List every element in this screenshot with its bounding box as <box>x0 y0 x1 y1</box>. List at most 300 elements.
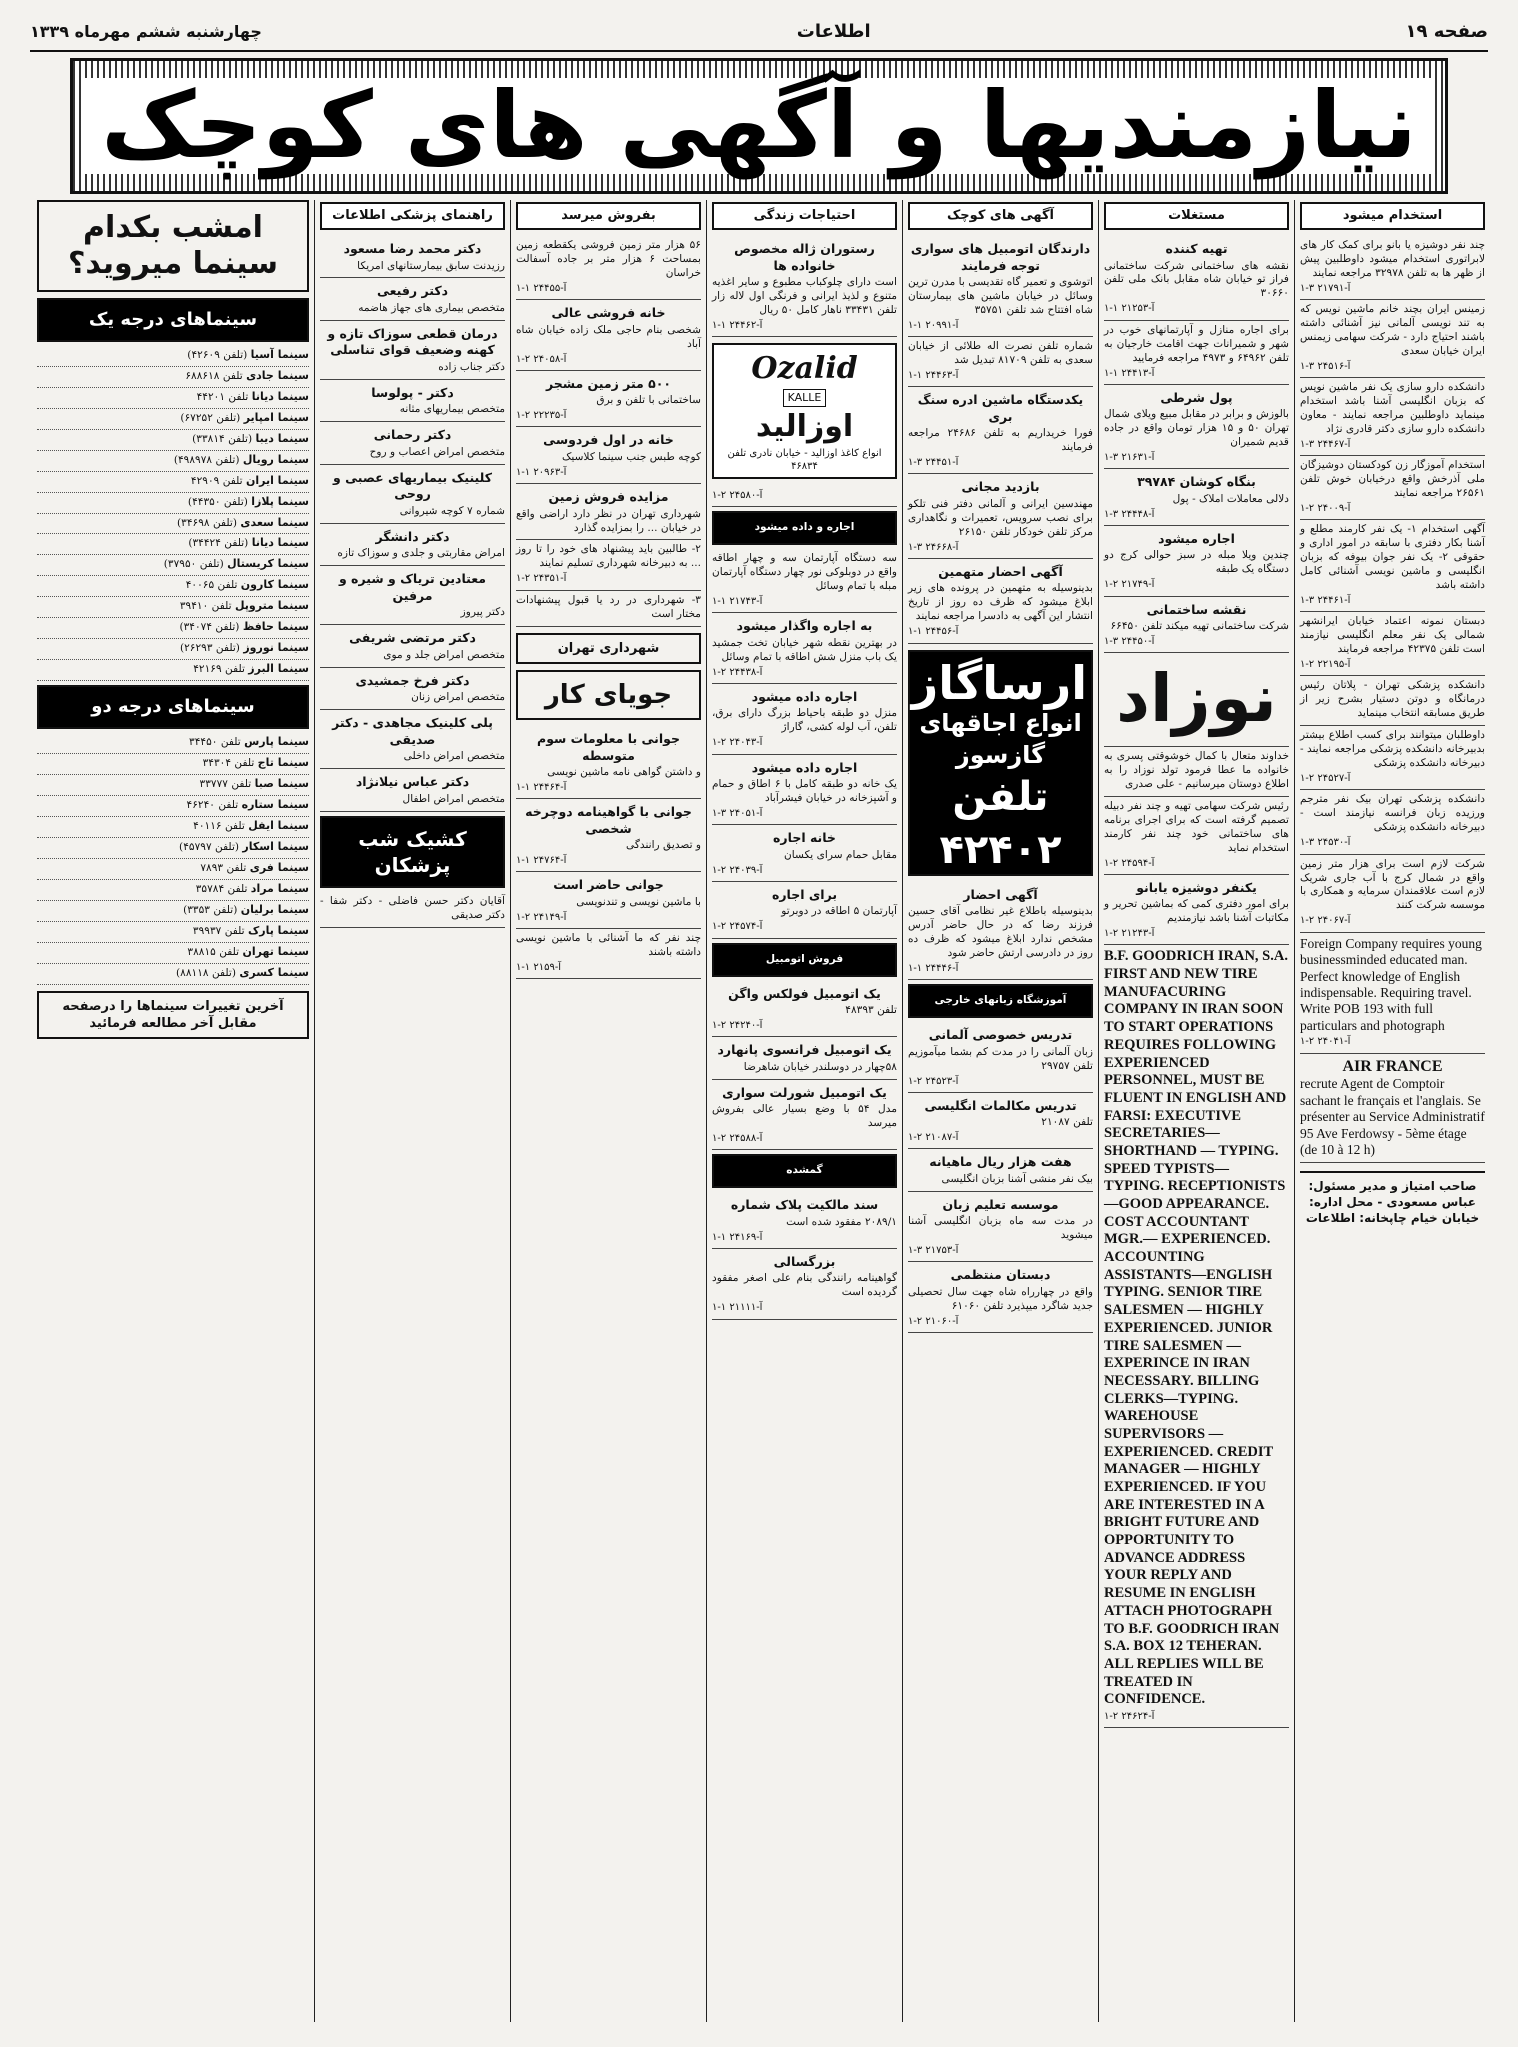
ad-code: آ-۲۴۰۶۷ ۲-۱ <box>1300 915 1351 927</box>
goodrich-title: B.F. GOODRICH IRAN, S.A. <box>1104 948 1288 965</box>
classified-ad <box>320 892 505 928</box>
ad-heading: دارندگان اتومبیل های سواری توجه فرمایند <box>910 241 1091 273</box>
ad-code: آ-۲۴۶۲۴ ۲-۱ <box>1104 1710 1155 1722</box>
classified-ad <box>1300 790 1485 854</box>
ad-text: واقع در چهارراه شاه جهت سال تحصیلی جدید شاگرد میپذیرد تلفن ۶۱۰۶۰ <box>908 1285 1093 1312</box>
column-employment <box>1294 200 1490 2022</box>
cinema-name: سینما دیانا <box>251 536 309 550</box>
cinema-entry <box>37 796 309 817</box>
publisher-signature: صاحب امتیاز و مدیر مسئول: عباس مسعودی - محل اداره: خیابان خیام چاپخانه: اطلاعات <box>1300 1171 1485 1226</box>
ad-text: خداوند متعال با کمال خوشوقتی پسری به خانواده ما عطا فرمود تولد نوزاد را به اطلاع دوستان میرسانیم - علی صدری <box>1104 749 1289 790</box>
cinema-phone: (تلفن ۳۳۵۳) <box>183 903 238 916</box>
ad-code: آ-۲۴۴۵۶ ۱-۱ <box>908 626 959 638</box>
ozalid-logo: Ozalid <box>751 351 858 387</box>
ad-code: آ-۲۴۰۴۳ ۲-۱ <box>712 737 763 749</box>
ad-heading: رستوران ژاله مخصوص خانواده ها <box>734 241 875 273</box>
column-head: مستغلات <box>1104 202 1289 230</box>
cinema-name: سینما سعدی <box>240 515 309 529</box>
banner-title: نیازمندیها و آگهی های کوچک <box>83 78 1435 175</box>
classified-ad <box>516 371 701 428</box>
ad-code: آ-۲۴۴۵۵ ۱-۱ <box>516 282 567 294</box>
cinema-name: سینما دیانا <box>251 389 309 403</box>
classified-ad <box>908 474 1093 559</box>
cinema-entry <box>37 346 309 367</box>
classified-ad <box>320 524 505 566</box>
ad-heading: بزرگسالی <box>773 1253 836 1269</box>
classified-ad <box>712 549 897 613</box>
classified-ad <box>908 1093 1093 1150</box>
cinema-entry <box>37 880 309 901</box>
ad-text: برای امور دفتری کمی که بماشین تحریر و مکاتبات آشنا باشد نیازمندیم <box>1104 898 1289 925</box>
ad-text: آقایان دکتر حسن فاضلی - دکتر شفا - دکتر صدیقی <box>320 895 505 922</box>
classified-ad <box>1104 236 1289 321</box>
ad-text: متخصص امراض زنان <box>411 691 505 704</box>
ad-text: رزیدنت سابق بیمارستانهای امریکا <box>357 259 505 272</box>
ad-text: شهرداری تهران در نظر دارد اراضی واقع در خیابان ... را بمزایده گذارد <box>516 507 701 534</box>
cinema-name: سینما اسکار <box>242 839 309 853</box>
page-number: صفحه ۱۹ <box>1405 20 1488 42</box>
ad-heading: یک اتومبیل فرانسوی پانهارد <box>717 1042 892 1058</box>
cinema-phone: تلفن ۴۴۲۰۱ <box>196 390 249 403</box>
ad-code: آ-۲۲۲۳۵ ۲-۱ <box>516 410 567 422</box>
ad-list <box>712 236 897 337</box>
classified-ad <box>1300 726 1485 790</box>
ad-code: آ-۲۴۴۴۶ ۱-۱ <box>908 962 959 974</box>
ad-code: آ-۲۴۲۴۰ ۲-۱ <box>712 1019 763 1031</box>
page-header <box>30 18 1488 44</box>
cinema-phone: تلفن ۴۲۹۰۹ <box>190 474 243 487</box>
cinema-entry <box>37 597 309 618</box>
ad-text: دانشکده دارو سازی یک نفر ماشین نویس که بزبان انگلیسی آشنا باشد استخدام مینماید داوطلبین مراجعه نمایند - معاون دانشکده دارو سازی دکتر قادری نژاد <box>1300 381 1485 436</box>
ad-code: آ-۲۴۰۴۱ ۲-۱ <box>1300 1036 1351 1048</box>
classified-ad <box>1104 469 1289 526</box>
cinema-name: سینما صبا <box>254 776 309 790</box>
ad-goodrich <box>1104 945 1289 1728</box>
ad-text: فورا خریداریم به تلفن ۲۴۶۸۶ مراجعه فرمایند <box>908 427 1093 454</box>
cinema-entry <box>37 639 309 660</box>
ad-heading: خانه اجاره <box>773 830 836 846</box>
ad-heading: برای اجاره <box>771 886 838 902</box>
ad-text: سه دستگاه آپارتمان سه و چهار اطاقه واقع در دوبلوکی نور چهار دستگاه آپارتمان مبله با تمام وسائل <box>712 552 897 593</box>
ad-text: آگهی استخدام ۱- یک نفر کارمند مطلع و آشنا بکار دفتری با سابقه در امور اداری و حقوقی ۲- یک نفر جوان بیوفه که بزبان انگلیسی و ماشین نویسی آشنائی کامل داشته باشد <box>1300 523 1485 592</box>
ad-heading: تدریس مکالمات انگلیسی <box>924 1097 1077 1113</box>
ad-code: آ-۲۱۲۵۳ ۱-۱ <box>1104 303 1155 315</box>
newborn-title: نوزاد <box>1104 653 1289 747</box>
ad-code: آ-۲۴۵۲۷ ۲-۱ <box>1300 773 1351 785</box>
ad-code: آ-۲۱۷۴۳ ۱-۱ <box>712 596 763 608</box>
ad-text: گواهینامه رانندگی بنام علی اصغر مفقود گردیده است <box>712 1272 897 1299</box>
cinema-phone: تلفن ۶۸۸۶۱۸ <box>185 369 243 382</box>
cinema-phone: تلفن ۴۲۱۶۹ <box>193 663 245 676</box>
column-small-ads <box>902 200 1098 2022</box>
classified-ad <box>516 799 701 872</box>
cinema-name: سینما آسیا <box>250 347 309 361</box>
cinema-entry <box>37 618 309 639</box>
cinema-name: سینما تهران <box>242 944 309 958</box>
ad-code: آ-۲۱۷۴۹ ۲-۱ <box>1104 579 1155 591</box>
ad-text: زبان آلمانی را در مدت کم بشما میآموزیم تلفن ۲۹۷۵۷ <box>908 1045 1093 1072</box>
ad-text: اتوشوی و تعمیر گاه تقدیسی با مدرن ترین وسائل در خیابان ماشین های بیمارستان شاه افتتاح شد تلفن ۳۵۷۵۱ <box>908 276 1093 316</box>
ad-text: شرکت ساختمانی تهیه میکند تلفن ۶۶۴۵۰ <box>1110 620 1289 633</box>
ad-heading: جوانی حاضر است <box>553 877 664 893</box>
ad-text: متخصص بیماری های جهاز هاضمه <box>358 301 505 314</box>
cinema-name: سینما کریستال <box>227 557 309 571</box>
ad-text: شرکت لازم است برای هزار متر زمین واقع در شمال کرج با آب جاری شریک لازم است علاقمندان سرمایه و همکاری با موسسه شرکت کنند <box>1300 857 1485 912</box>
classified-ad <box>712 684 897 755</box>
ad-text: متخصص امراض داخلی <box>403 750 505 763</box>
ad-code: آ-۲۴۴۶۴ ۱-۱ <box>516 781 567 793</box>
cinema-entry <box>37 733 309 754</box>
classified-ad <box>712 1080 897 1151</box>
cinema-phone: (تلفن ۴۵۷۹۷) <box>179 840 240 853</box>
cinema-phone: تلفن ۷۸۹۳ <box>200 861 247 874</box>
cinema-name: سینما پارس <box>244 735 309 748</box>
ad-text: تلفن ۴۸۳۹۳ <box>845 1004 897 1016</box>
ad-heading: هفت هزار ریال ماهیانه <box>929 1154 1072 1170</box>
ad-text: متخصص بیماریهای مثانه <box>399 403 505 416</box>
cinema-name: سینما کسری <box>239 965 309 979</box>
classified-ad <box>320 710 505 769</box>
ad-text: دبستان نمونه اعتماد خیابان ایرانشهر شمالی یک نفر معلم انگلیسی نیازمند است تلفن ۴۲۳۷۵ مراجعه فرمایند <box>1300 615 1485 656</box>
ad-heading: دکتر رحمانی <box>373 427 452 443</box>
cinema-phone: تلفن ۳۳۷۷۷ <box>199 777 252 790</box>
ad-text: ۲- طالبین باید پیشنهاد های خود را تا روز ... به دبیرخانه شهرداری تسلیم نمایند <box>516 543 701 570</box>
ad-code: آ-۲۴۰۵۸ ۲-۱ <box>516 353 567 365</box>
ad-heading: بازدید مجانی <box>961 479 1040 495</box>
ad-heading: دکتر محمد رضا مسعود <box>343 241 482 256</box>
ad-code: آ-۲۴۴۳۸ ۲-۱ <box>712 666 763 678</box>
rent-head: اجاره و داده میشود <box>712 511 897 545</box>
classified-ad <box>712 613 897 684</box>
classified-ad <box>1104 321 1289 385</box>
classified-ad <box>1300 236 1485 300</box>
ad-text: بدینوسیله باطلاع غیر نظامی آقای حسین فرزند رضا که در حال حاضر آدرس مشخص ندارد ابلاغ میشود که ظرف ده روز در دادرسی ارتش حاضر شود <box>908 905 1093 959</box>
ad-text: چندین ویلا مبله در سبز حوالی کرج دو دستگاه یک طبقه <box>1104 549 1289 576</box>
cinema-entry <box>37 754 309 775</box>
ad-heading: یکدستگاه ماشین ادره سنگ بری <box>917 392 1084 424</box>
ozalid-code-row <box>712 485 897 507</box>
ad-heading: خانه در اول فردوسی <box>543 432 674 448</box>
classified-ad <box>908 1149 1093 1191</box>
cinema-list-1 <box>37 346 309 682</box>
second-class-cinemas-head: سینماهای درجه دو <box>37 685 309 729</box>
classified-ad <box>1300 300 1485 378</box>
ad-heading: معتادین تریاک و شیره و مرفین <box>338 571 487 603</box>
ad-list <box>1104 797 1289 946</box>
column-real-estate <box>1098 200 1294 2022</box>
classified-ad <box>1104 385 1289 470</box>
ad-code: آ-۲۴۴۵۰ ۳-۱ <box>1104 636 1155 648</box>
cinema-phone: (تلفن ۳۷۹۵۰) <box>163 558 224 571</box>
ad-code: آ-۲۴۵۹۴ ۲-۱ <box>1104 857 1155 869</box>
classified-ad <box>320 278 505 320</box>
cinema-name: سینما تاج <box>257 755 309 769</box>
cinema-phone: تلفن ۴۰۰۶۵ <box>185 579 238 592</box>
cinema-phone: تلفن ۴۰۱۱۶ <box>193 819 245 832</box>
cinema-entry <box>37 943 309 964</box>
ad-list <box>320 892 505 928</box>
column-head: راهنمای پزشکی اطلاعات <box>320 202 505 230</box>
cinema-name: سینما کارون <box>240 578 309 592</box>
ad-code: آ-۲۰۹۶۳ ۱-۱ <box>516 466 567 478</box>
cinema-name: سینما پلازا <box>251 494 309 508</box>
ad-heading: یک اتومبیل شورلت سواری <box>722 1084 887 1100</box>
classified-ad <box>908 1262 1093 1333</box>
cinema-entry <box>37 838 309 859</box>
classified-ad <box>1104 797 1289 875</box>
cinema-entry <box>37 388 309 409</box>
ad-code: آ-۲۴۵۲۳ ۲-۱ <box>908 1075 959 1087</box>
ad-code: آ-۲۴۰۳۹ ۲-۱ <box>712 864 763 876</box>
classified-ad <box>908 1192 1093 1263</box>
cinema-phone: (تلفن ۲۶۲۹۳) <box>179 642 240 655</box>
ad-text: بالوزش و برابر در مقابل مبیع ویلای شمال تهران ۵۰ و ۱۵ هزار تومان واقع در جاده قدیم شمیران <box>1104 408 1289 449</box>
newborn-text <box>1104 747 1289 797</box>
cinema-phone: (تلفن ۴۴۳۵۰) <box>187 495 248 508</box>
cinema-entry <box>37 493 309 514</box>
cinema-name: سینما برلیان <box>240 902 309 916</box>
ad-text: دکتر پیروز <box>460 606 505 619</box>
cinema-phone: تلفن ۳۹۹۳۷ <box>192 924 245 937</box>
ad-list <box>908 1022 1093 1333</box>
section-banner <box>70 58 1448 194</box>
first-class-cinemas-head: سینماهای درجه یک <box>37 298 309 342</box>
arsagaz-product: انواع اجاقهای گازسوز <box>919 709 1082 769</box>
ozalid-persian: اوزالید <box>755 409 854 445</box>
column-head: بفروش میرسد <box>516 202 701 230</box>
ad-heading: آگهی احضار متهمین <box>938 563 1063 579</box>
classified-ad <box>712 1249 897 1320</box>
ad-code: آ-۲۱۶۳۱ ۳-۱ <box>1104 452 1155 464</box>
ad-text: چند نفر که ما آشنائی با ماشین نویسی داشته باشند <box>516 931 701 958</box>
ad-heading: اجاره میشود <box>1158 530 1235 546</box>
ad-heading: خانه فروشی عالی <box>551 305 666 321</box>
ad-code: آ-۲۴۵۷۴ ۲-۱ <box>712 921 763 933</box>
cinema-entry <box>37 964 309 985</box>
classified-ad <box>1300 520 1485 612</box>
classified-ad <box>320 625 505 667</box>
ad-text: ۲۰۸۹/۱ مفقود شده است <box>786 1215 897 1228</box>
ad-list <box>1300 236 1485 933</box>
ad-code: آ-۲۴۰۰۹ ۲-۱ <box>1300 503 1351 515</box>
ad-heading: اجاره داده میشود <box>751 759 858 775</box>
column-for-sale <box>510 200 706 2022</box>
classified-ad <box>320 321 505 380</box>
classified-ad <box>1300 676 1485 726</box>
kalle-logo: KALLE <box>783 389 827 408</box>
ad-text: کوچه طبس جنب سینما کلاسیک <box>561 450 701 463</box>
ad-code: آ-۲۴۳۵۱ ۲-۱ <box>516 573 567 585</box>
ad-heading: سند مالکیت پلاک شماره <box>730 1197 879 1213</box>
classified-ad <box>320 566 505 625</box>
ad-code: آ-۲۴۱۶۹ ۱-۱ <box>712 1231 763 1243</box>
ozalid-ad <box>712 343 897 479</box>
cinema-entry <box>37 430 309 451</box>
ad-code: آ-۲۰۹۹۱ ۱-۱ <box>908 319 959 331</box>
ad-text: در بهترین نقطه شهر خیابان تخت جمشید یک باب منزل شش اطاقه با تمام وسائل <box>712 636 897 663</box>
ad-text: و داشتن گواهی نامه ماشین نویسی <box>547 766 701 778</box>
classified-ad <box>516 591 701 627</box>
cinema-name: سینما دیبا <box>255 431 309 445</box>
paper-name: اطلاعات <box>796 20 871 42</box>
ad-heading: به اجاره واگذار میشود <box>736 618 873 634</box>
ad-heading: نقشه ساختمانی <box>1146 601 1247 617</box>
cinema-entry <box>37 901 309 922</box>
cinema-phone: (تلفن ۴۲۶۰۹) <box>187 348 248 361</box>
cinema-phone: (تلفن ۳۳۸۱۴) <box>192 432 253 445</box>
cinema-entry <box>37 514 309 535</box>
cinema-name: سینما رویال <box>242 452 309 466</box>
cinema-phone: (تلفن ۶۷۲۵۲) <box>180 411 241 424</box>
column-head: آگهی های کوچک <box>908 202 1093 230</box>
column-necessities <box>706 200 902 2022</box>
ad-heading: ۵۰۰ متر زمین مشجر <box>545 375 672 391</box>
cinema-name: سینما ایفل <box>248 818 309 832</box>
header-rule <box>30 50 1488 52</box>
cinema-entry <box>37 451 309 472</box>
ad-code: آ-۲۴۴۵۱ ۳-۱ <box>908 457 959 469</box>
ad-text: امراض مقاربتی و جلدی و سوزاک تازه <box>337 547 505 560</box>
column-cinema <box>32 200 314 2022</box>
ad-heading: تهیه کننده <box>1165 241 1228 256</box>
ad-heading: اجاره داده میشود <box>751 688 858 704</box>
classified-ad <box>516 427 701 484</box>
ad-text: دلالی معاملات املاک - پول <box>1172 492 1289 505</box>
cinema-entry <box>37 922 309 943</box>
ad-text: مدل ۵۴ با وضع بسیار عالی بفروش میرسد <box>712 1103 897 1130</box>
cinema-entry <box>37 775 309 796</box>
ad-text: شماره ۷ کوچه شیروانی <box>399 504 505 517</box>
classified-ad <box>712 236 897 337</box>
classified-ad <box>908 236 1093 337</box>
cinema-name: سینما حافظ <box>242 620 309 634</box>
cinema-list-2 <box>37 733 309 985</box>
classified-ad <box>320 422 505 464</box>
issue-date: چهارشنبه ششم مهرماه ۱۳۳۹ <box>30 21 262 41</box>
ad-code: آ-۲۱۲۴۳ ۲-۱ <box>1104 928 1155 940</box>
ad-text: ۳- شهرداری در رد یا قبول پیشنهادات مختار است <box>516 593 701 620</box>
cinema-name: سینما جادی <box>246 368 309 382</box>
ad-code: آ-۲۴۴۱۳ ۱-۱ <box>1104 367 1155 379</box>
ad-heading: جوانی با گواهینامه دوچرخه شخصی <box>525 804 692 836</box>
ad-code: آ-۲۱۱۱۱ ۱-۱ <box>712 1302 763 1314</box>
ad-code: آ-۲۴۴۶۳ ۱-۱ <box>908 370 959 382</box>
ad-text: و تصدیق رانندگی <box>626 839 701 852</box>
classified-ad <box>1104 526 1289 597</box>
classified-ad <box>1300 378 1485 456</box>
municipality-signature: شهرداری تهران <box>516 633 701 664</box>
ad-heading: کلینیک بیماریهای عصبی و روحی <box>332 469 493 502</box>
classified-ad <box>712 882 897 939</box>
ad-code: آ-۲۴۵۱۶ ۳-۱ <box>1300 360 1351 372</box>
cinema-name: سینما ستاره <box>241 797 309 811</box>
cinema-name: سینما نوروز <box>243 641 309 655</box>
ad-heading: دکتر رفیعی <box>376 283 449 299</box>
ad-code: آ-۲۴۰۵۱ ۳-۱ <box>712 808 763 820</box>
classified-ad <box>1300 855 1485 933</box>
classified-ad <box>1104 597 1289 654</box>
classified-ad <box>516 236 701 300</box>
ad-code: آ-۲۲۱۹۵ ۲-۱ <box>1300 659 1351 671</box>
classified-columns <box>28 200 1490 2022</box>
ad-text: متخصص امراض جلد و موی <box>383 648 505 661</box>
ad-code: آ-۲۴۴۶۷ ۳-۱ <box>1300 439 1351 451</box>
ad-code: آ-۲۴۷۶۴ ۱-۱ <box>516 855 567 867</box>
ad-air-france <box>1300 1054 1485 1164</box>
classified-ad <box>908 337 1093 387</box>
classified-ad <box>1300 456 1485 520</box>
ad-text: دانشکده پزشکی تهران بیک نفر مترجم ورزیده زبان فرانسه نیازمند است - دبیرخانه دانشکده پزشکی <box>1300 793 1485 834</box>
ad-heading: تدریس خصوصی آلمانی <box>928 1027 1073 1043</box>
ad-heading: یکنفر دوشیزه یابانو <box>1136 879 1257 895</box>
cinema-phone: (تلفن ۳۴۰۷۴) <box>179 621 240 634</box>
ad-text: در مدت سه ماه بزبان انگلیسی آشنا میشوید <box>908 1215 1093 1242</box>
ad-text: چند نفر دوشیزه یا بانو برای کمک کار های لابراتوری استخدام میشود داوطلبین پیش از ظهر ها به تلفن ۳۲۹۷۸ مراجعه نمایند <box>1300 239 1485 279</box>
ad-list <box>516 726 701 979</box>
classified-ad <box>320 236 505 278</box>
cinema-phone: (تلفن ۳۴۴۲۴) <box>188 537 249 550</box>
ad-code: آ-۲۴۱۴۹ ۲-۱ <box>516 911 567 923</box>
cinema-phone: تلفن ۳۹۴۱۰ <box>179 600 232 613</box>
cinema-name: سینما پارک <box>248 923 309 937</box>
classified-ad <box>712 755 897 826</box>
ad-text: است دارای چلوکباب مطبوع و سایر اغذیه متنوع و لذیذ ایرانی و فرنگی اول لاله زار تلفن ۳۳۴۳۱ ناهار کامل ۵۰ ریال <box>712 276 897 316</box>
classified-ad <box>320 769 505 811</box>
cinema-phone: (تلفن ۳۴۶۹۸) <box>177 516 238 529</box>
ad-text: نقشه های ساختمانی شرکت ساختمانی فراز تو خیابان شاه مقابل بانک ملی تلفن ۳۰۶۶۰ <box>1104 259 1289 300</box>
classified-ad <box>712 825 897 882</box>
auto-sales-head: فروش اتومبیل <box>712 943 897 977</box>
classified-ad <box>712 1192 897 1249</box>
cinema-name: سینما امپایر <box>243 410 309 424</box>
ad-text: ۵۸چهار در دوسلندر خیابان شاهرضا <box>743 1060 897 1073</box>
classified-ad <box>516 300 701 371</box>
classified-ad <box>516 872 701 929</box>
ad-text: متخصص امراض اطفال <box>402 792 505 805</box>
ad-text: متخصص امراض اعصاب و روح <box>369 445 505 458</box>
cinema-entry <box>37 576 309 597</box>
ad-heading: پول شرطی <box>1160 389 1233 405</box>
cinema-name: سینما ایران <box>245 473 309 487</box>
ad-text: رئیس شرکت سهامی تهیه و چند نفر دبیله تصمیم گرفته است که برای اجرای برنامه های ساختمانی خود چند نفر کارمند استخدام نماید <box>1104 799 1289 854</box>
column-head: احتیاجات زندگی <box>712 202 897 230</box>
ad-text: منزل دو طبقه باحیاط بزرگ دارای برق، تلفن، آب لوله کشی، گاراژ <box>712 707 897 734</box>
ad-heading: دکتر عباس نیلانژاد <box>355 774 470 790</box>
classified-ad <box>712 1037 897 1079</box>
ad-code: آ-۲۱۰۶۰ ۲-۱ <box>908 1315 959 1327</box>
ad-heading: موسسه تعلیم زبان <box>942 1196 1059 1212</box>
cinema-entry <box>37 660 309 681</box>
ad-heading: دکتر مرتضی شریفی <box>349 630 476 646</box>
ad-code: آ-۲۴۵۳۰ ۳-۱ <box>1300 837 1351 849</box>
cinema-phone: تلفن ۳۴۴۵۰ <box>189 736 241 748</box>
cinema-entry <box>37 859 309 880</box>
classified-ad <box>908 559 1093 644</box>
ad-text: آپارتمان ۵ اطاقه در دوبرتو <box>781 905 897 918</box>
ad-heading: دکتر - پولوسا <box>371 384 454 400</box>
ad-heading: جوانی با معلومات سوم متوسطه <box>537 731 680 763</box>
classified-ad <box>516 484 701 540</box>
ad-text: برای اجاره منازل و آپارتمانهای خوب در شهر و شمیرانات جهت اقامت خارجیان به تلفن ۶۴۹۶۲ و ۴۹۷۳ مراجعه فرمایید <box>1104 323 1289 364</box>
classified-ad <box>1104 875 1289 946</box>
air-france-title: AIR FRANCE <box>1342 1057 1443 1075</box>
ad-text: مهندسین ایرانی و آلمانی دفتر فنی تلکو برای نصب سرویس، تعمیرات و نگاهداری مرکز تلفن خودکار تلفن ۲۶۱۵۰ <box>908 497 1093 538</box>
ad-heading: دکتر دانشگر <box>375 528 450 544</box>
ad-list <box>516 236 701 627</box>
ad-text: بدینوسیله به متهمین در پرونده های زیر ابلاغ میشود که ظرف ده روز از تاریخ انتشار این آگهی به دادسرا مراجعه نمایند <box>908 582 1093 623</box>
ad-text: دانشکده پزشکی تهران - پلاتان رئیس درمانگاه و دوتن دستیار بشرح زیر از طریق مسابقه انتخاب مینماید <box>1300 679 1485 720</box>
ad-text: با ماشین نویسی و تندنویسی <box>576 895 701 908</box>
